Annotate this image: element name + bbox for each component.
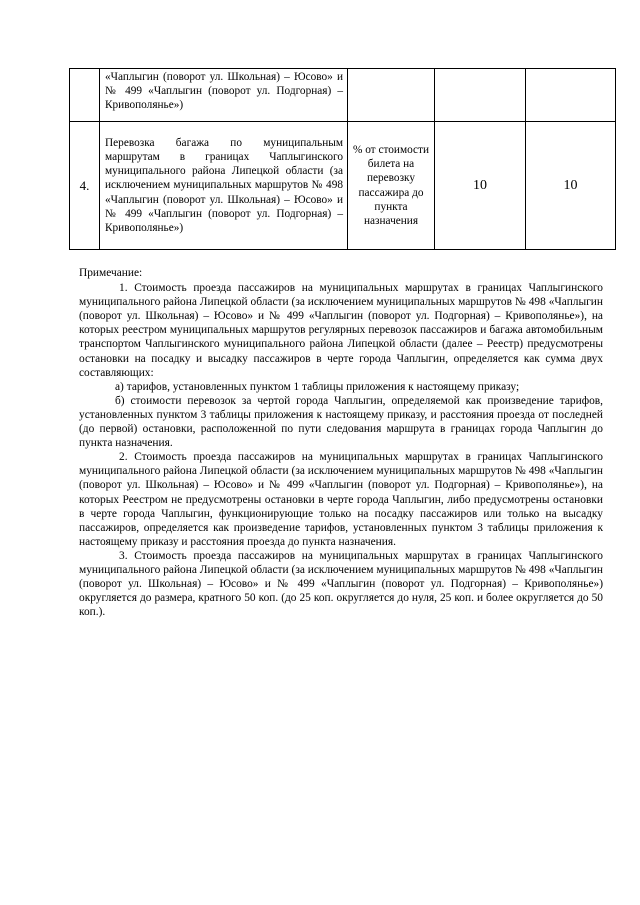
- row-value-1-cell: [435, 69, 526, 122]
- row-unit-cell: % от стоимости билета на перевозку пассажира до пункта назначения: [348, 122, 435, 250]
- row-number-cell: 4.: [70, 122, 100, 250]
- note-paragraph-2: 2. Стоимость проезда пассажиров на муниципальных маршрутах в границах Чаплыгинского муниципального района Липецкой области (за исключением муниципальных маршрутов № 498 «Чаплыгин (поворот ул. Школьная) – Юсово» и № 499 «Чаплыгин (поворот ул. Подгорная) – Кривополянье»), на которых Реестром не предусмотрены остановки в черте города Чаплыгин, либо предусмотрены остановки в черте города Чаплыгин, функционирующие только на посадку пассажиров или только на высадку пассажиров, определяется как произведение тарифов, установленных пунктом 3 таблицы приложения к настоящему приказу и расстояния проезда до пункта назначения.: [79, 451, 603, 548]
- notes-heading: Примечание:: [79, 267, 143, 279]
- row-description-cell: «Чаплыгин (поворот ул. Школьная) – Юсово» и № 499 «Чаплыгин (поворот ул. Подгорная) – Кривополянье»): [100, 69, 348, 122]
- row-value-2-cell: 10: [526, 122, 616, 250]
- note-paragraph-3: 3. Стоимость проезда пассажиров на муниципальных маршрутах в границах Чаплыгинского муниципального района Липецкой области (за исключением муниципальных маршрутов № 498 «Чаплыгин (поворот ул. Школьная) – Юсово» и № 499 «Чаплыгин (поворот ул. Подгорная) – Кривополянье») округляется до размера, кратного 50 коп. (до 25 коп. округляется до нуля, 25 коп. и более округляется до 50 коп.).: [79, 549, 603, 619]
- note-subitem-b: б) стоимости перевозок за чертой города Чаплыгин, определяемой как произведение тарифов, установленных пунктом 3 таблицы приложения к настоящему приказу, и расстояния проезда от последней (до первой) остановки, расположенной по пути следования маршрута в границах города Чаплыгин до пункта назначения.: [79, 394, 603, 450]
- row-number-cell: [70, 69, 100, 122]
- notes-section: [79, 266, 603, 619]
- note-subitem-a: а) тарифов, установленных пунктом 1 таблицы приложения к настоящему приказу;: [115, 380, 520, 393]
- note-paragraph-1: 1. Стоимость проезда пассажиров на муниципальных маршрутах в границах Чаплыгинского муниципального района Липецкой области (за исключением муниципальных маршрутов № 498 «Чаплыгин (поворот ул. Школьная) – Юсово» и № 499 «Чаплыгин (поворот ул. Подгорная) – Кривополянье»), на которых реестром муниципальных маршрутов регулярных перевозок пассажиров и багажа автомобильным транспортом Чаплыгинского муниципального района Липецкой области (далее – Реестр) предусмотрены остановки на посадку и высадку пассажиров в черте города Чаплыгин, определяется как сумма двух составляющих:: [79, 282, 603, 379]
- table-row: [70, 69, 616, 122]
- row-value-2-cell: [526, 69, 616, 122]
- row-unit-cell: [348, 69, 435, 122]
- row-description-cell: Перевозка багажа по муниципальным маршрутам в границах Чаплыгинского муниципального района Липецкой области (за исключением муниципальных маршрутов № 498 «Чаплыгин (поворот ул. Школьная) – Юсово» и № 499 «Чаплыгин (поворот ул. Подгорная) – Кривополянье»): [100, 122, 348, 250]
- row-value-1-cell: 10: [435, 122, 526, 250]
- table-row: [70, 122, 616, 250]
- tariff-table: [69, 68, 616, 250]
